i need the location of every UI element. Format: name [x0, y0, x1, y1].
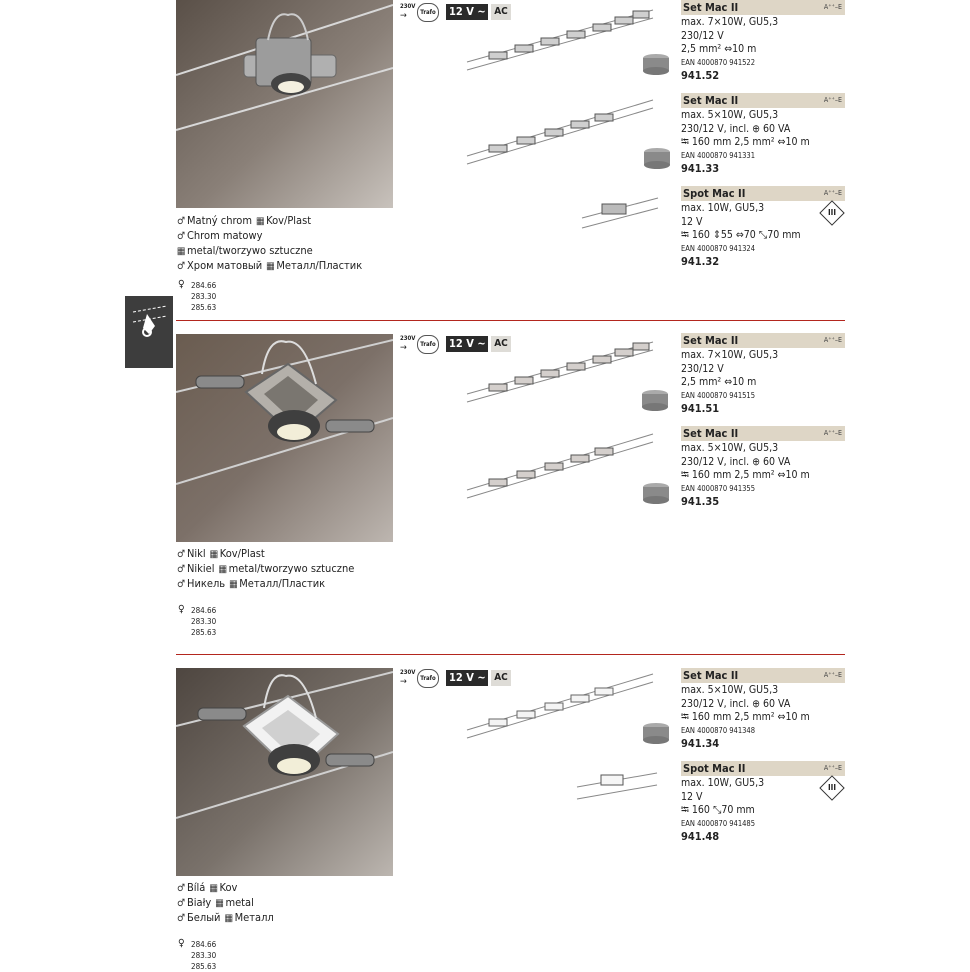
finish-icon: ♂ [176, 216, 186, 227]
material-label: Металл/Пластик [239, 577, 326, 590]
product-title: Set Mac II [683, 669, 739, 682]
material-list [176, 881, 274, 926]
low-voltage-value: 12 V [449, 337, 474, 350]
transformer-canister [642, 482, 670, 505]
bulb-icon: ♀ [178, 279, 185, 290]
material-icon: ▦ [215, 898, 224, 909]
ean-code: EAN 4000870 941522 [681, 57, 756, 67]
product-set-941-33 [681, 93, 845, 176]
mains-voltage-label: 230V [400, 3, 416, 10]
finish-icon: ♂ [176, 579, 186, 590]
spec-line: 230/12 V, incl. ⊕ 60 VA [681, 455, 791, 468]
finish-label: Никель [187, 577, 226, 590]
finish-label: Biały [187, 896, 212, 909]
material-label: Kov [219, 881, 238, 894]
ean-code: EAN 4000870 941331 [681, 150, 756, 160]
spec-line: ⭾ 160 ⤡70 mm [681, 804, 755, 816]
ean-code: EAN 4000870 941515 [681, 390, 756, 400]
code: 285.63 [191, 628, 217, 637]
code: 285.63 [191, 303, 217, 312]
finish-icon: ♂ [176, 549, 186, 560]
energy-class: A⁺⁺–E [823, 3, 842, 11]
section-divider [176, 654, 845, 655]
spec-line: max. 10W, GU5,3 [681, 202, 765, 214]
product-title: Set Mac II [683, 94, 739, 107]
arrow-icon: → [400, 11, 407, 21]
article-number: 941.48 [681, 829, 720, 843]
material-label: Металл/Пластик [276, 259, 363, 272]
transformer-canister [641, 389, 669, 412]
spec-line: 12 V [681, 790, 703, 803]
energy-class: A⁺⁺–E [823, 429, 842, 437]
ac-label: AC [491, 336, 511, 352]
mains-voltage-label: 230V [400, 335, 416, 342]
material-icon: ▦ [266, 261, 275, 272]
spec-line: ⭾ 160 ⇕55 ⇔70 ⤡70 mm [681, 229, 801, 241]
energy-class: A⁺⁺–E [823, 764, 842, 772]
code: 284.66 [191, 281, 217, 290]
article-number: 941.35 [681, 494, 720, 508]
wire-system-7-spots [465, 338, 655, 404]
material-label: metal/tworzywo sztuczne [228, 562, 355, 575]
article-number: 941.33 [681, 161, 720, 175]
bulb-icon: ♀ [178, 938, 185, 949]
product-header [681, 186, 845, 201]
ac-wave-icon: ∼ [477, 5, 486, 18]
spec-line: 230/12 V, incl. ⊕ 60 VA [681, 697, 791, 710]
product-set-941-35 [681, 426, 845, 509]
ac-wave-icon: ∼ [477, 337, 486, 350]
spec-line: 230/12 V [681, 362, 724, 375]
finish-label: Nikiel [187, 562, 215, 575]
transformer-canister [642, 722, 670, 745]
low-voltage-value: 12 V [449, 671, 474, 684]
finish-icon: ♂ [176, 261, 186, 272]
arrow-icon: → [400, 343, 407, 353]
code: 283.30 [191, 617, 217, 626]
material-list [176, 547, 354, 592]
spec-line: 230/12 V [681, 29, 724, 42]
product-header [681, 668, 845, 683]
spec-line: ⭾ 160 mm 2,5 mm² ⇔10 m [681, 469, 810, 481]
spot-single [575, 765, 659, 805]
material-label: Kov/Plast [219, 547, 265, 560]
ac-label: AC [491, 4, 511, 20]
material-list [176, 214, 362, 274]
material-icon: ▦ [224, 913, 233, 924]
spot-single [580, 190, 660, 234]
product-title: Set Mac II [683, 334, 739, 347]
low-voltage-value: 12 V [449, 5, 474, 18]
product-photo-white [176, 668, 393, 876]
product-photo-nickel [176, 334, 393, 542]
ean-code: EAN 4000870 941324 [681, 243, 756, 253]
material-label: Kov/Plast [266, 214, 312, 227]
spec-line: max. 5×10W, GU5,3 [681, 109, 779, 121]
accessory-codes [178, 605, 216, 638]
energy-class: A⁺⁺–E [823, 336, 842, 344]
transformer-icon: Trafo [417, 3, 439, 22]
product-header [681, 0, 845, 15]
ac-label: AC [491, 670, 511, 686]
transformer-icon: Trafo [417, 669, 439, 688]
article-number: 941.51 [681, 401, 720, 415]
material-icon: ▦ [176, 246, 186, 257]
finish-label: Chrom matowy [187, 229, 263, 242]
energy-class: A⁺⁺–E [823, 671, 842, 679]
product-header [681, 93, 845, 108]
wire-system-5-spots [465, 96, 655, 166]
spec-line: max. 5×10W, GU5,3 [681, 442, 779, 454]
product-set-941-34 [681, 668, 845, 751]
finish-icon: ♂ [176, 913, 186, 924]
code: 285.63 [191, 962, 217, 971]
protection-class-label: III [827, 208, 837, 217]
finish-icon: ♂ [176, 564, 186, 575]
finish-icon: ♂ [176, 898, 186, 909]
material-icon: ▦ [209, 883, 218, 894]
spec-line: max. 7×10W, GU5,3 [681, 16, 779, 28]
article-number: 941.34 [681, 736, 720, 750]
product-title: Set Mac II [683, 1, 739, 14]
finish-icon: ♂ [176, 883, 186, 894]
spec-line: 2,5 mm² ⇔10 m [681, 376, 757, 388]
material-label: metal/tworzywo sztuczne [187, 244, 313, 257]
section-divider [176, 320, 845, 321]
spec-line: 230/12 V, incl. ⊕ 60 VA [681, 122, 791, 135]
accessory-codes [178, 280, 216, 313]
article-number: 941.52 [681, 68, 720, 82]
code: 283.30 [191, 951, 217, 960]
finish-label: Белый [187, 911, 221, 924]
finish-label: Nikl [187, 547, 206, 560]
spot-on-wire-icon [125, 296, 173, 368]
material-icon: ▦ [255, 216, 265, 227]
finish-label: Matný chrom [187, 214, 252, 227]
protection-class-label: III [827, 783, 837, 792]
product-header [681, 761, 845, 776]
transformer-canister [642, 53, 670, 76]
material-label: metal [225, 896, 254, 909]
mains-voltage-label: 230V [400, 669, 416, 676]
energy-class: A⁺⁺–E [823, 189, 842, 197]
accessory-codes [178, 939, 216, 972]
finish-icon: ♂ [176, 231, 186, 242]
ac-wave-icon: ∼ [477, 671, 486, 684]
spec-line: max. 7×10W, GU5,3 [681, 349, 779, 361]
finish-label: Хром матовый [187, 259, 263, 272]
spec-line: ⭾ 160 mm 2,5 mm² ⇔10 m [681, 711, 810, 723]
material-icon: ▦ [229, 579, 238, 590]
material-icon: ▦ [218, 564, 227, 575]
bulb-icon: ♀ [178, 604, 185, 615]
product-photo-matt-chrome [176, 0, 393, 208]
ean-code: EAN 4000870 941355 [681, 483, 756, 493]
product-title: Spot Mac II [683, 187, 746, 200]
ean-code: EAN 4000870 941485 [681, 818, 756, 828]
ean-code: EAN 4000870 941348 [681, 725, 756, 735]
code: 283.30 [191, 292, 217, 301]
transformer-icon: Trafo [417, 335, 439, 354]
wire-system-5-spots [465, 430, 655, 500]
article-number: 941.32 [681, 254, 720, 268]
category-tab-wire-system [125, 296, 173, 368]
product-set-941-52 [681, 0, 845, 83]
transformer-canister [643, 147, 671, 170]
code: 284.66 [191, 940, 217, 949]
product-title: Spot Mac II [683, 762, 746, 775]
spec-line: 2,5 mm² ⇔10 m [681, 43, 757, 55]
product-header [681, 426, 845, 441]
product-set-941-51 [681, 333, 845, 416]
product-header [681, 333, 845, 348]
energy-class: A⁺⁺–E [823, 96, 842, 104]
material-icon: ▦ [209, 549, 219, 560]
arrow-icon: → [400, 677, 407, 687]
wire-system-5-spots [465, 670, 655, 740]
finish-label: Bílá [187, 881, 206, 894]
spec-line: max. 10W, GU5,3 [681, 777, 765, 789]
product-spot-941-32 [681, 186, 845, 269]
spec-line: ⭾ 160 mm 2,5 mm² ⇔10 m [681, 136, 810, 148]
spec-line: max. 5×10W, GU5,3 [681, 684, 779, 696]
material-label: Металл [234, 911, 274, 924]
wire-system-7-spots [465, 6, 655, 72]
product-title: Set Mac II [683, 427, 739, 440]
product-spot-941-48 [681, 761, 845, 844]
code: 284.66 [191, 606, 217, 615]
spec-line: 12 V [681, 215, 703, 228]
